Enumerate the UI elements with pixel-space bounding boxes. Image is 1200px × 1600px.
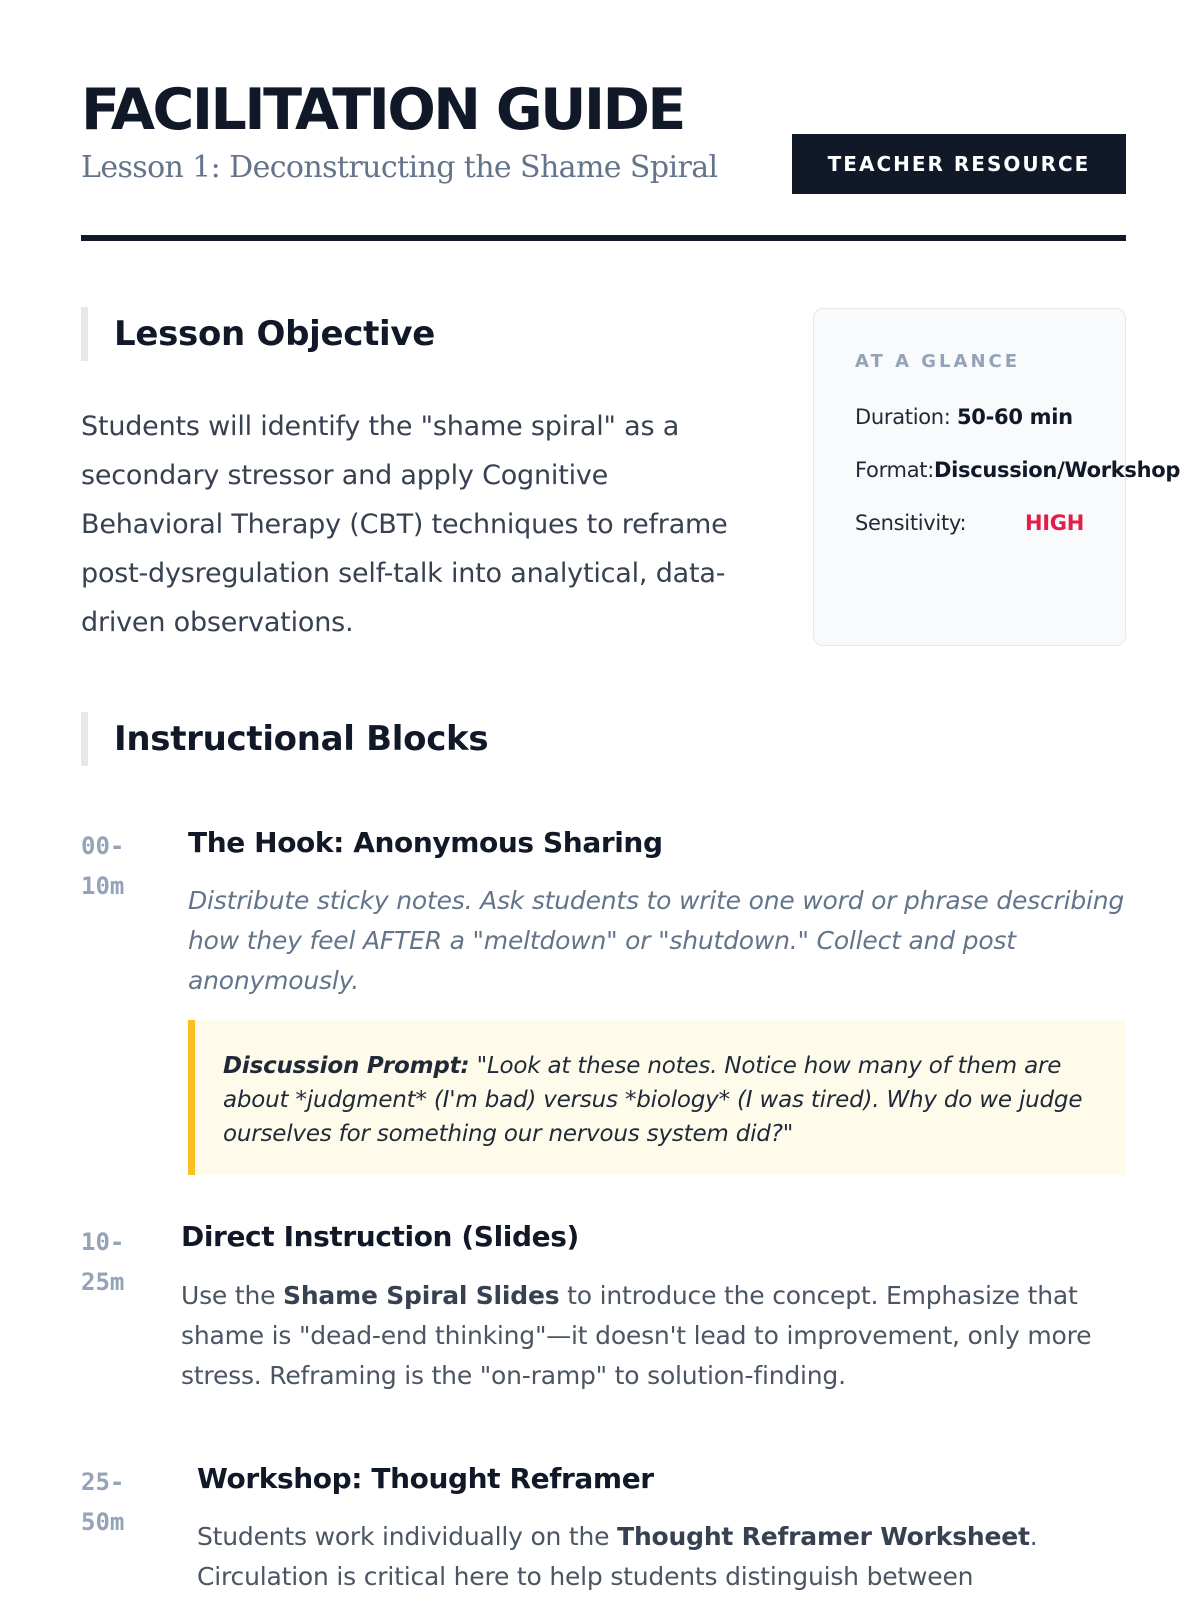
format-value: Discussion/Workshop (933, 458, 1181, 482)
shame-spiral-slides-reference: Shame Spiral Slides (283, 1281, 560, 1310)
block-description: Distribute sticky notes. Ask students to write one word or phrase describing how they feel AFTER a "meltdown" or "shutdown." Collect and post anonymously. (188, 886, 1125, 995)
sensitivity-value: HIGH (1025, 511, 1085, 535)
block-desc-post: to introduce the concept. Emphasize that shame is "dead-end thinking"—it doesn't lead to improvement, only more stress. Reframing is the "on-ramp" to solution-finding. (181, 1281, 1092, 1390)
block-description (197, 1517, 1127, 1597)
glance-title: AT A GLANCE (855, 351, 1021, 372)
teacher-resource-badge: TEACHER RESOURCE (792, 134, 1126, 194)
thought-reframer-worksheet-reference: Thought Reframer Worksheet (617, 1522, 1030, 1551)
glance-sensitivity-row (855, 511, 1085, 535)
sensitivity-label: Sensitivity: (855, 511, 967, 535)
discussion-prompt-text: "Look at these notes. Notice how many of them are about *judgment* (I'm bad) versus *biology* (I was tired). Why do we judge ourselves for something our nervous system did?" (223, 1053, 1083, 1147)
format-label: Format: (855, 458, 934, 482)
block-time-range (81, 826, 153, 906)
lesson-subtitle: Lesson 1: Deconstructing the Shame Spiral (81, 150, 718, 185)
block-desc-pre: Students work individually on the (197, 1522, 618, 1551)
block-time-range (81, 1462, 153, 1542)
block-desc-post: . Circulation is critical here to help students distinguish between (197, 1522, 1038, 1591)
lesson-objective-text: Students will identify the "shame spiral" as a secondary stressor and apply Cognitive Behavioral Therapy (CBT) techniques to reframe post-dysregulation self-talk into analytical, data-driven observations. (81, 411, 728, 638)
block-description (181, 1276, 1126, 1396)
lesson-objective-heading: Lesson Objective (81, 307, 435, 361)
at-a-glance-card (813, 308, 1181, 646)
glance-format-row (855, 458, 1180, 482)
block-title: Direct Instruction (Slides) (181, 1220, 579, 1253)
block-title: The Hook: Anonymous Sharing (188, 826, 663, 859)
block-time-start: 10- (81, 1228, 125, 1256)
duration-value: 50-60 min (956, 405, 1073, 429)
discussion-prompt-label: Discussion Prompt: (223, 1053, 470, 1079)
block-time-range (81, 1222, 153, 1302)
block-time-start: 25- (81, 1468, 125, 1496)
header-divider (81, 235, 1126, 241)
glance-duration-row (855, 405, 1073, 429)
block-time-end: 25m (81, 1268, 125, 1296)
block-time-end: 10m (81, 872, 125, 900)
block-time-end: 50m (81, 1508, 125, 1536)
instructional-blocks-heading: Instructional Blocks (81, 712, 488, 766)
block-title: Workshop: Thought Reframer (197, 1462, 654, 1495)
duration-label: Duration: (855, 405, 951, 429)
block-desc-pre: Use the (181, 1281, 284, 1310)
discussion-prompt-callout (188, 1020, 1126, 1175)
block-time-start: 00- (81, 832, 125, 860)
page-title: FACILITATION GUIDE (81, 77, 684, 143)
